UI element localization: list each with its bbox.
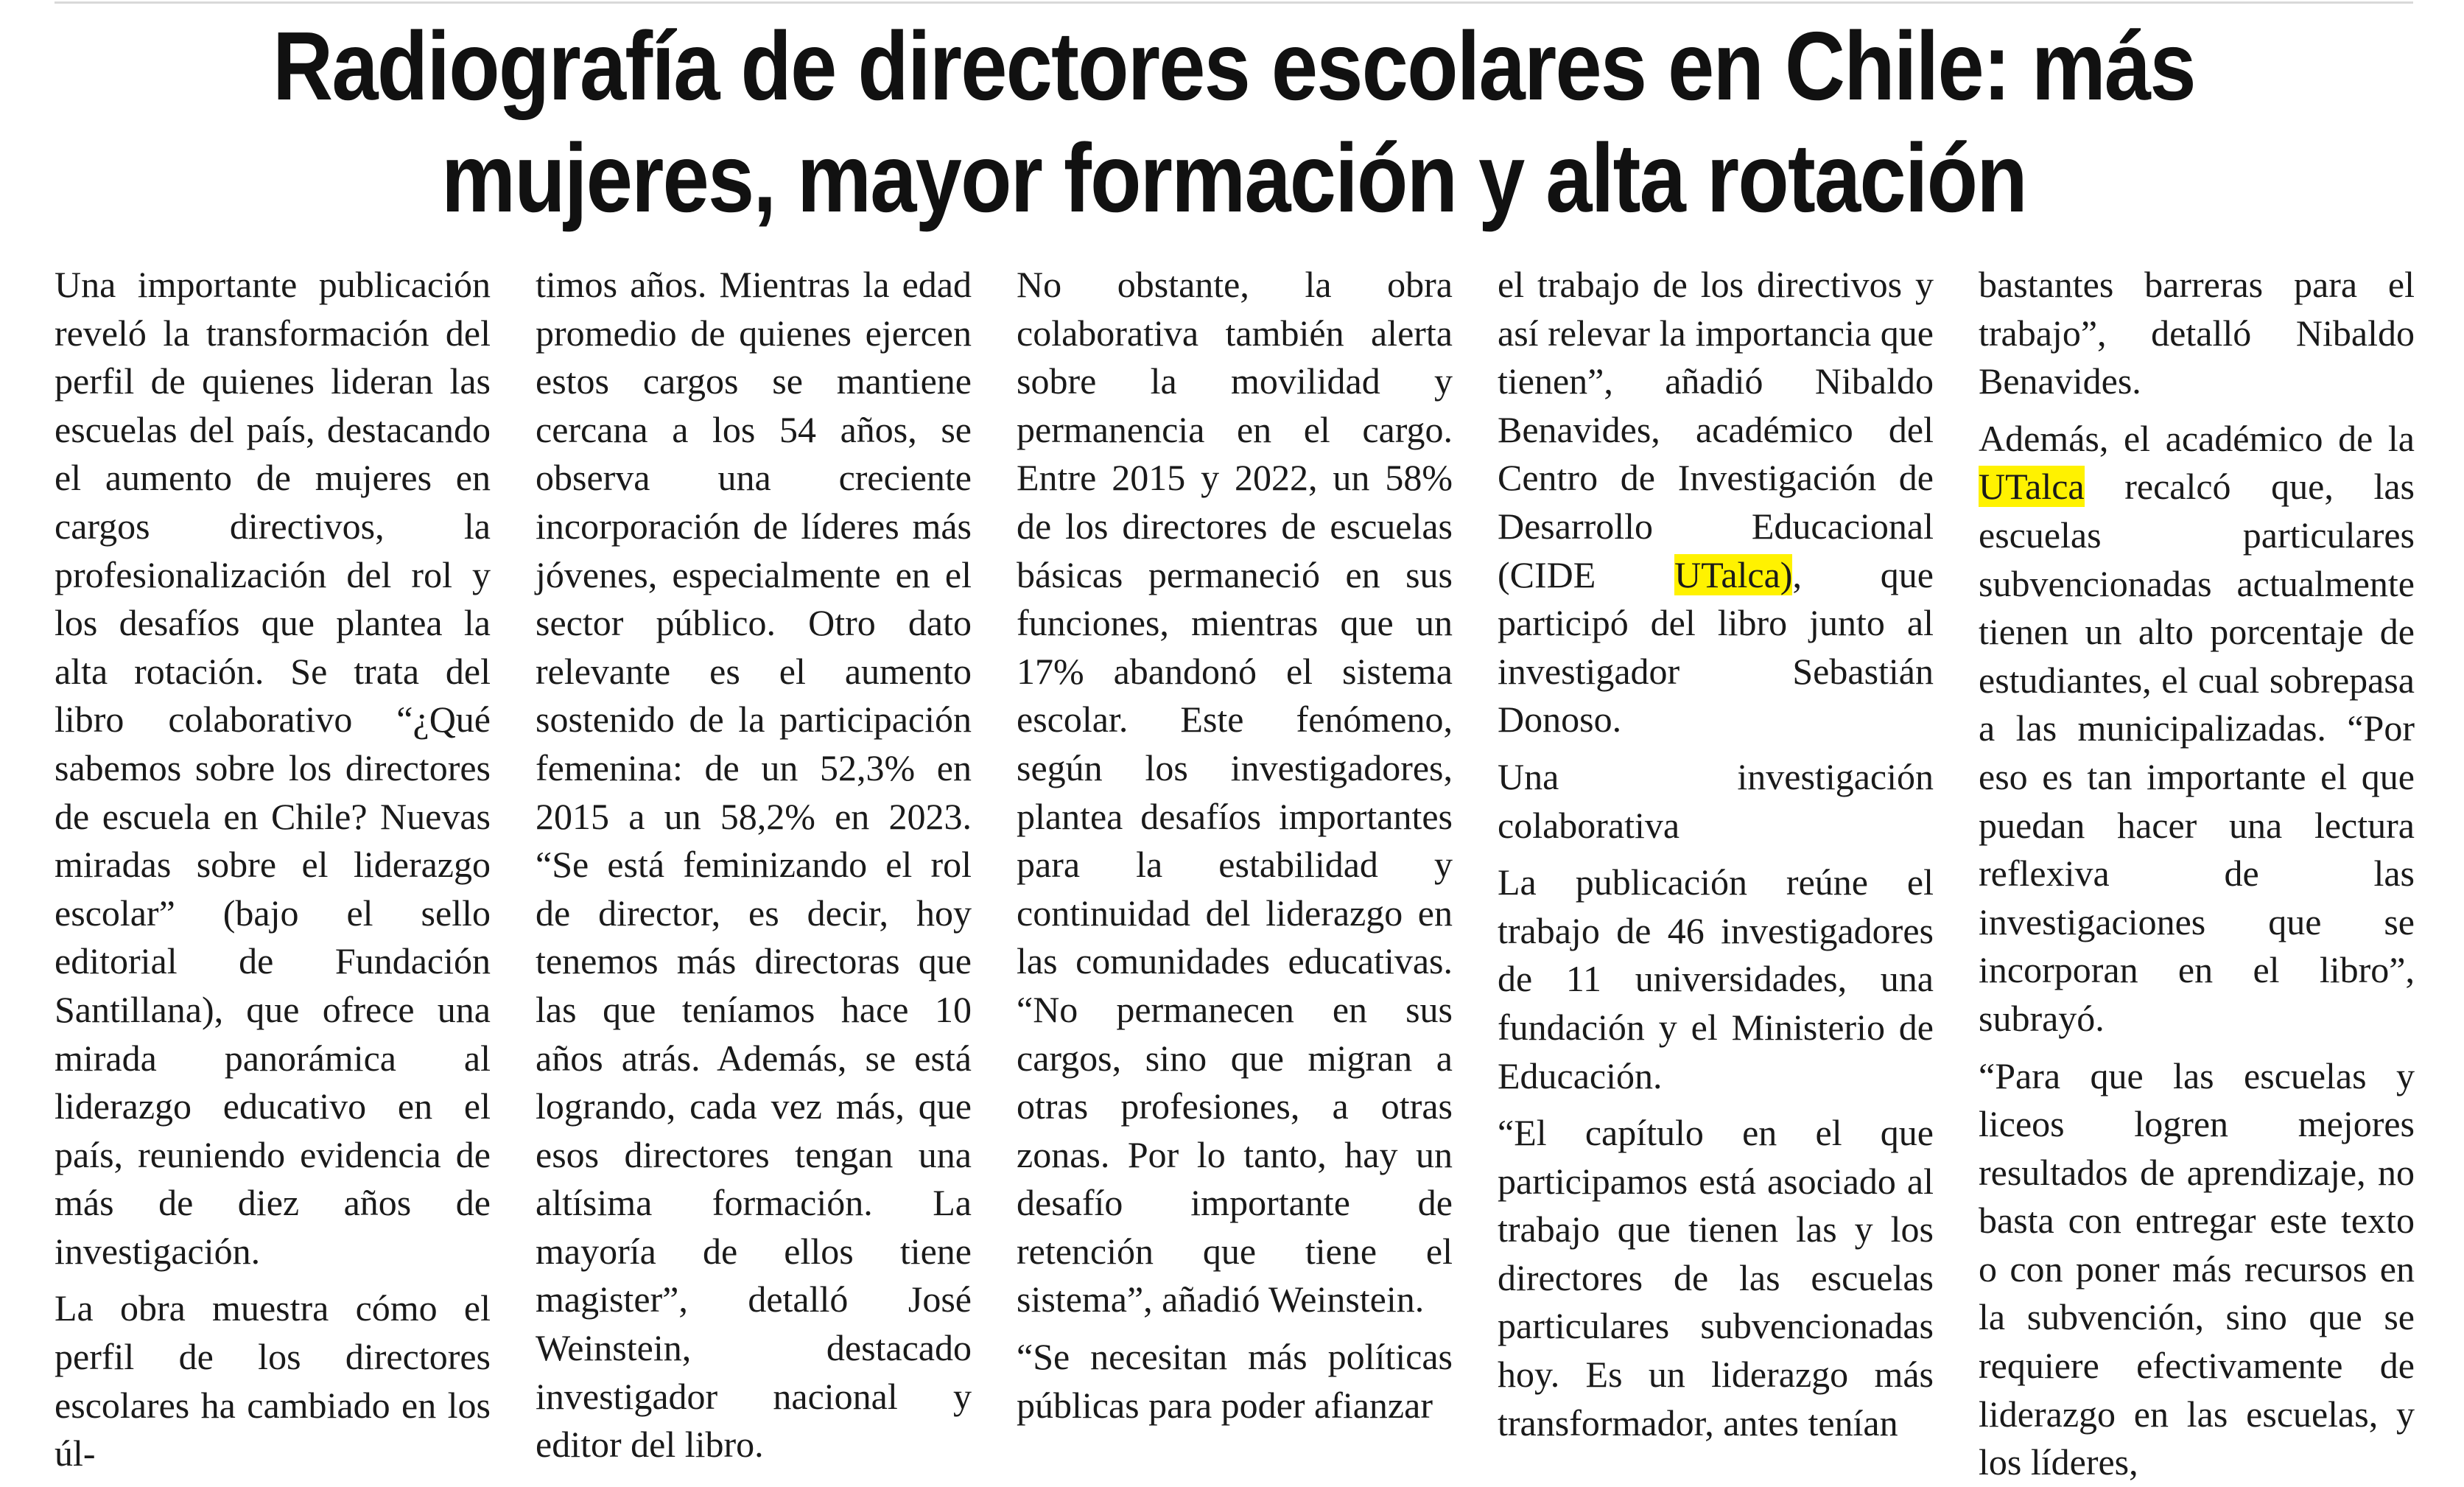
article-column-3	[1017, 261, 1453, 1426]
text-run: el trabajo de los directivos y así relevar la importancia que tienen”, añadió Nibaldo Benavides, académico del Centro de Investigación de Desarrollo Educacional (CIDE	[1498, 264, 1934, 595]
highlighted-text: UTalca	[1979, 466, 2085, 508]
paragraph: La obra muestra cómo el perfil de los directores escolares ha cambiado en los úl-	[55, 1287, 491, 1474]
article-headline: Radiografía de directores escolares en Chile: más mujeres, mayor formación y alta rotación	[273, 12, 2195, 232]
paragraph: bastantes barreras para el trabajo”, detalló Nibaldo Benavides.	[1979, 264, 2415, 402]
section-subhead: Una investigación colaborativa	[1498, 755, 1934, 846]
paragraph: Una importante publicación reveló la transformación del perfil de quienes lideran las escuelas del país, destacando el aumento de mujeres en cargos directivos, la profesionalización del rol y los desafíos que plantea la alta rotación. Se trata del libro colaborativo “¿Qué sabemos sobre los directores de escuela en Chile? Nuevas miradas sobre el liderazgo escolar” (bajo el sello editorial de Fundación Santillana), que ofrece una mirada panorámica al liderazgo educativo en el país, reuniendo evidencia de más de diez años de investigación.	[55, 264, 491, 1272]
paragraph	[1979, 415, 2415, 1043]
article-column-4	[1498, 261, 1934, 1444]
text-run: , que participó del libro junto al investigador Sebastián Donoso.	[1498, 553, 1934, 741]
text-run: Además, el académico de la	[1979, 417, 2415, 459]
article-column-1	[55, 261, 491, 1474]
article-column-5	[1979, 261, 2415, 1483]
text-run: recalcó que, las escuelas particulares subvencionadas actualmente tienen un alto porcentaje de estudiantes, el cual sobrepasa a las municipalizadas. “Por eso es tan importante el que puedan hacer una lectura reflexiva de las investigaciones que se incorporan en el libro”, subrayó.	[1979, 466, 2415, 1039]
paragraph: timos años. Mientras la edad promedio de quienes ejercen estos cargos se mantiene cercana a los 54 años, se observa una creciente incorporación de líderes más jóvenes, especialmente en el sector público. Otro dato relevante es el aumento sostenido de la participación femenina: de un 52,3% en 2015 a un 58,2% en 2023. “Se está feminizando el rol de director, es decir, hoy tenemos más directoras que las que teníamos hace 10 años atrás. Además, se está logrando, cada vez más, que esos directores tengan una altísima formación. La mayoría de ellos tiene magister”, detalló José Weinstein, destacado investigador nacional y editor del libro.	[536, 264, 972, 1466]
paragraph: “Se necesitan más políticas públicas para poder afianzar	[1017, 1336, 1453, 1426]
paragraph	[1498, 261, 1934, 744]
paragraph: “El capítulo en el que participamos está asociado al trabajo que tienen las y los directores de las escuelas particulares subvencionadas hoy. Es un liderazgo más transformador, antes tenían	[1498, 1112, 1934, 1444]
paragraph: No obstante, la obra colaborativa también alerta sobre la movilidad y permanencia en el cargo. Entre 2015 y 2022, un 58% de los directores de escuelas básicas permaneció en sus funciones, mientras que un 17% abandonó el sistema escolar. Este fenómeno, según los investigadores, plantea desafíos importantes para la estabilidad y continuidad del liderazgo en las comunidades educativas. “No permanecen en sus cargos, sino que migran a otras profesiones, a otras zonas. Por lo tanto, hay un desafío importante de retención que tiene el sistema”, añadió Weinstein.	[1017, 264, 1453, 1320]
article-column-2	[536, 261, 972, 1466]
top-rule	[55, 1, 2413, 4]
highlighted-text: UTalca)	[1674, 553, 1793, 595]
paragraph: La publicación reúne el trabajo de 46 investigadores de 11 universidades, una fundación y el Ministerio de Educación.	[1498, 861, 1934, 1096]
paragraph: “Para que las escuelas y liceos logren mejores resultados de aprendizaje, no basta con entregar este texto o con poner más recursos en la subvención, sino que se requiere efectivamente de liderazgo en las escuelas, y los líderes,	[1979, 1054, 2415, 1483]
